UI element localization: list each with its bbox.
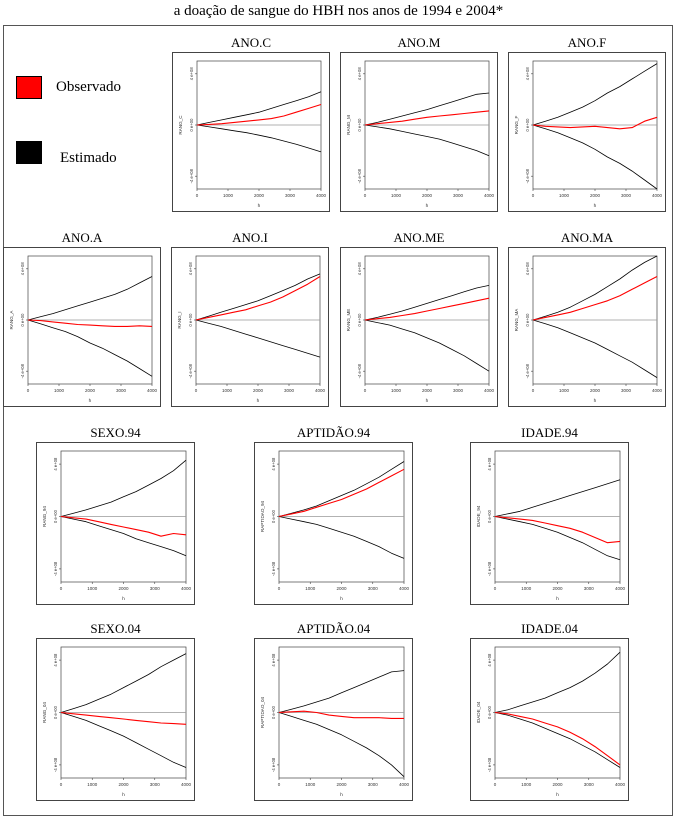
x-tick-label: 1000 [305,586,316,591]
estimated-series-line [279,671,404,713]
y-axis-label: RANG_MA [514,308,519,332]
plot-area [254,638,413,801]
x-tick-label: 3000 [149,782,160,787]
panel-title: ANO.ME [393,230,445,245]
y-tick-label: 4 e+08 [53,653,58,667]
x-tick-label: 2000 [336,782,347,787]
x-tick-label: 1000 [53,388,65,393]
estimated-series-line [495,713,620,768]
x-tick-label: 1000 [87,782,98,787]
plot-area [508,52,666,212]
y-axis-label: RANG_ME [346,308,351,332]
x-tick-label: 2000 [118,782,129,787]
estimated-series-line [365,93,489,125]
panel-ano-me [340,230,498,407]
y-tick-label: -4 e+08 [189,169,194,184]
legend-item-estimado [16,138,117,167]
estimated-series-line [61,713,186,768]
panel-idade-04 [470,621,629,801]
y-axis-label: RANG_C [178,115,183,135]
estimated-series-line [365,320,489,371]
panel-title: APTIDÃO.94 [296,425,371,440]
panel-sexo-04 [36,621,195,801]
plot-svg [341,248,497,406]
x-tick-label: 4000 [614,782,626,787]
x-tick-label: 3000 [583,782,594,787]
plot-svg [37,443,194,604]
y-tick-label: -4 e+08 [188,364,193,379]
x-tick-label: 3000 [149,586,160,591]
estimated-series-line [533,64,657,125]
x-tick-label: 0 [531,193,535,198]
x-axis-label: h [88,399,92,404]
x-tick-label: 0 [363,193,367,198]
y-tick-label: -4 e+08 [487,757,492,773]
plot-area [470,442,629,605]
x-tick-label: 2000 [84,388,96,393]
x-tick-label: 3000 [620,388,632,393]
y-tick-label: -4 e+08 [525,169,530,184]
page-title: a doação de sangue do HBH nos anos de 1994 e 2004* [173,3,504,19]
panel-ano-a [3,230,161,407]
estimated-series-line [28,277,152,321]
y-axis-label: RANG_F [514,115,519,135]
y-tick-label: 4 e+08 [525,262,530,276]
panel-title: ANO.M [397,35,441,50]
y-tick-label: 0 e+00 [189,118,194,132]
x-axis-label: h [340,793,343,798]
y-tick-label: 4 e+08 [357,67,362,81]
x-tick-label: 1000 [222,193,234,198]
y-tick-label: 0 e+00 [357,313,362,327]
x-tick-label: 3000 [367,586,378,591]
panel-ano-ma [508,230,666,407]
x-axis-label: h [425,399,429,404]
panel-title: ANO.I [232,230,268,245]
x-tick-label: 2000 [118,586,129,591]
estimated-series-line [61,460,186,516]
plot-svg [471,639,628,800]
y-tick-label: -4 e+08 [357,364,362,379]
plot-svg [471,443,628,604]
x-axis-label: h [122,597,125,602]
y-tick-label: 0 e+00 [525,118,530,132]
plot-svg [509,53,665,211]
y-tick-label: -4 e+08 [271,561,276,577]
y-tick-label: 4 e+08 [53,457,58,471]
x-axis-label: h [256,399,260,404]
x-tick-label: 3000 [283,388,295,393]
x-tick-label: 2000 [421,193,433,198]
x-tick-label: 1000 [221,388,233,393]
x-tick-label: 1000 [521,782,532,787]
estimated-series-line [61,517,186,556]
y-tick-label: -4 e+08 [53,561,58,577]
x-tick-label: 1000 [390,388,402,393]
x-axis-label: h [122,793,125,798]
x-axis-label: h [593,399,597,404]
y-tick-label: 4 e+08 [271,457,276,471]
y-axis-label: IDADE_94 [476,505,481,528]
y-axis-label: RAPTIDAO_94 [260,500,265,533]
panel-title: SEXO.94 [90,425,141,440]
plot-svg [173,53,329,211]
plot-svg [255,639,412,800]
x-tick-label: 4000 [651,193,663,198]
x-tick-label: 4000 [614,586,626,591]
y-tick-label: 4 e+08 [487,653,492,667]
x-tick-label: 4000 [398,586,410,591]
observed-series-line [196,277,320,321]
y-tick-label: 4 e+08 [20,262,25,276]
plot-area [470,638,629,801]
x-tick-label: 0 [26,388,30,393]
y-tick-label: 4 e+08 [357,262,362,276]
y-tick-label: -4 e+08 [271,757,276,773]
x-tick-label: 1000 [521,586,532,591]
legend-label-observado: Observado [56,79,121,95]
estimated-series-line [365,125,489,156]
x-axis-label: h [425,204,429,209]
x-tick-label: 4000 [483,388,495,393]
panel-title: SEXO.04 [90,621,141,636]
x-tick-label: 0 [59,586,63,591]
observed-series-line [533,277,657,321]
plot-svg [341,53,497,211]
x-tick-label: 1000 [558,388,570,393]
x-axis-label: h [556,793,559,798]
x-tick-label: 3000 [284,193,296,198]
x-tick-label: 0 [194,388,198,393]
x-tick-label: 2000 [552,782,563,787]
y-tick-label: 4 e+08 [271,653,276,667]
observed-series-line [495,713,620,765]
panel-title: ANO.MA [560,230,614,245]
plot-area [3,247,161,407]
estimated-series-line [196,274,320,320]
y-axis-label: RANG_04 [42,702,47,723]
panel-title: APTIDÃO.04 [296,621,371,636]
x-axis-label: h [340,597,343,602]
estimated-series-line [495,480,620,517]
y-tick-label: 0 e+00 [20,313,25,327]
plot-svg [509,248,665,406]
y-axis-label: RANG_A [9,310,14,330]
panel-sexo-94 [36,425,195,605]
y-tick-label: 4 e+08 [189,67,194,81]
estimated-series-line [365,285,489,320]
panel-idade-94 [470,425,629,605]
x-tick-label: 4000 [180,782,192,787]
plot-area [340,52,498,212]
x-tick-label: 4000 [314,388,326,393]
x-tick-label: 0 [363,388,367,393]
y-axis-label: RANG_94 [42,506,47,527]
y-tick-label: 0 e+00 [53,706,58,719]
estimated-series-line [279,517,404,559]
estimated-series-line [28,320,152,376]
plot-svg [37,639,194,800]
panel-title: ANO.F [567,35,607,50]
panel-ano-f [508,35,666,212]
x-tick-label: 3000 [620,193,632,198]
x-tick-label: 1000 [558,193,570,198]
panel-ano-m [340,35,498,212]
x-tick-label: 4000 [398,782,410,787]
x-tick-label: 1000 [87,586,98,591]
y-tick-label: 0 e+00 [271,706,276,719]
panel-title: IDADE.94 [521,425,578,440]
x-tick-label: 0 [59,782,63,787]
plot-area [36,442,195,605]
y-tick-label: 4 e+08 [188,262,193,276]
estimated-series-line [61,654,186,713]
y-tick-label: 0 e+00 [525,313,530,327]
x-tick-label: 0 [493,586,497,591]
y-axis-label: RANG_I [177,311,182,329]
x-tick-label: 1000 [390,193,402,198]
x-tick-label: 2000 [252,388,264,393]
x-tick-label: 3000 [367,782,378,787]
x-tick-label: 4000 [180,586,192,591]
estimated-series-line [279,462,404,517]
plot-area [172,52,330,212]
estimated-series-line [196,320,320,357]
y-tick-label: 0 e+00 [53,510,58,523]
observed-series-line [279,469,404,516]
x-tick-label: 3000 [452,193,464,198]
observed-series-line [365,111,489,125]
x-tick-label: 0 [531,388,535,393]
y-tick-label: 4 e+08 [525,67,530,81]
x-tick-label: 0 [493,782,497,787]
plot-svg [4,248,160,406]
panel-ano-c [172,35,330,212]
legend-swatch-observado [16,76,42,99]
plot-area [36,638,195,801]
x-axis-label: h [257,204,261,209]
estimated-series-line [279,713,404,777]
y-tick-label: -4 e+08 [20,364,25,379]
x-tick-label: 2000 [589,388,601,393]
estimated-series-line [197,125,321,152]
estimated-series-line [533,320,657,378]
panel-title: ANO.C [230,35,272,50]
y-axis-label: RANG_M [346,115,351,135]
y-tick-label: 0 e+00 [487,510,492,523]
x-tick-label: 0 [277,586,281,591]
estimated-series-line [495,517,620,560]
y-tick-label: 0 e+00 [487,706,492,719]
y-axis-label: IDADE_04 [476,701,481,724]
x-axis-label: h [593,204,597,209]
plot-svg [255,443,412,604]
x-tick-label: 4000 [483,193,495,198]
x-tick-label: 2000 [421,388,433,393]
y-tick-label: 0 e+00 [271,510,276,523]
plot-area [254,442,413,605]
x-tick-label: 3000 [583,586,594,591]
estimated-series-line [533,256,657,320]
x-tick-label: 4000 [146,388,158,393]
x-tick-label: 2000 [552,586,563,591]
observed-series-line [197,105,321,126]
panel-title: IDADE.04 [521,621,578,636]
legend-label-estimado: Estimado [60,150,117,166]
legend-item-observado [16,76,121,99]
y-tick-label: 4 e+08 [487,457,492,471]
y-tick-label: 0 e+00 [357,118,362,132]
x-tick-label: 2000 [253,193,265,198]
y-tick-label: -4 e+08 [525,364,530,379]
legend-swatch-estimado [16,141,42,164]
x-tick-label: 0 [195,193,199,198]
y-tick-label: 0 e+00 [188,313,193,327]
panel-title: ANO.A [61,230,103,245]
x-tick-label: 3000 [452,388,464,393]
plot-svg [172,248,328,406]
y-tick-label: -4 e+08 [487,561,492,577]
plot-area [171,247,329,407]
x-tick-label: 0 [277,782,281,787]
x-tick-label: 2000 [589,193,601,198]
panel-aptidao-04 [254,621,413,801]
estimated-series-line [533,125,657,189]
x-tick-label: 3000 [115,388,127,393]
estimated-series-line [495,652,620,712]
x-axis-label: h [556,597,559,602]
y-tick-label: -4 e+08 [53,757,58,773]
plot-area [508,247,666,407]
observed-series-line [365,298,489,320]
x-tick-label: 4000 [315,193,327,198]
x-tick-label: 2000 [336,586,347,591]
plot-area [340,247,498,407]
y-axis-label: RAPTIDAO_04 [260,696,265,729]
x-tick-label: 4000 [651,388,663,393]
x-tick-label: 1000 [305,782,316,787]
y-tick-label: -4 e+08 [357,169,362,184]
panel-ano-i [171,230,329,407]
panel-aptidao-94 [254,425,413,605]
